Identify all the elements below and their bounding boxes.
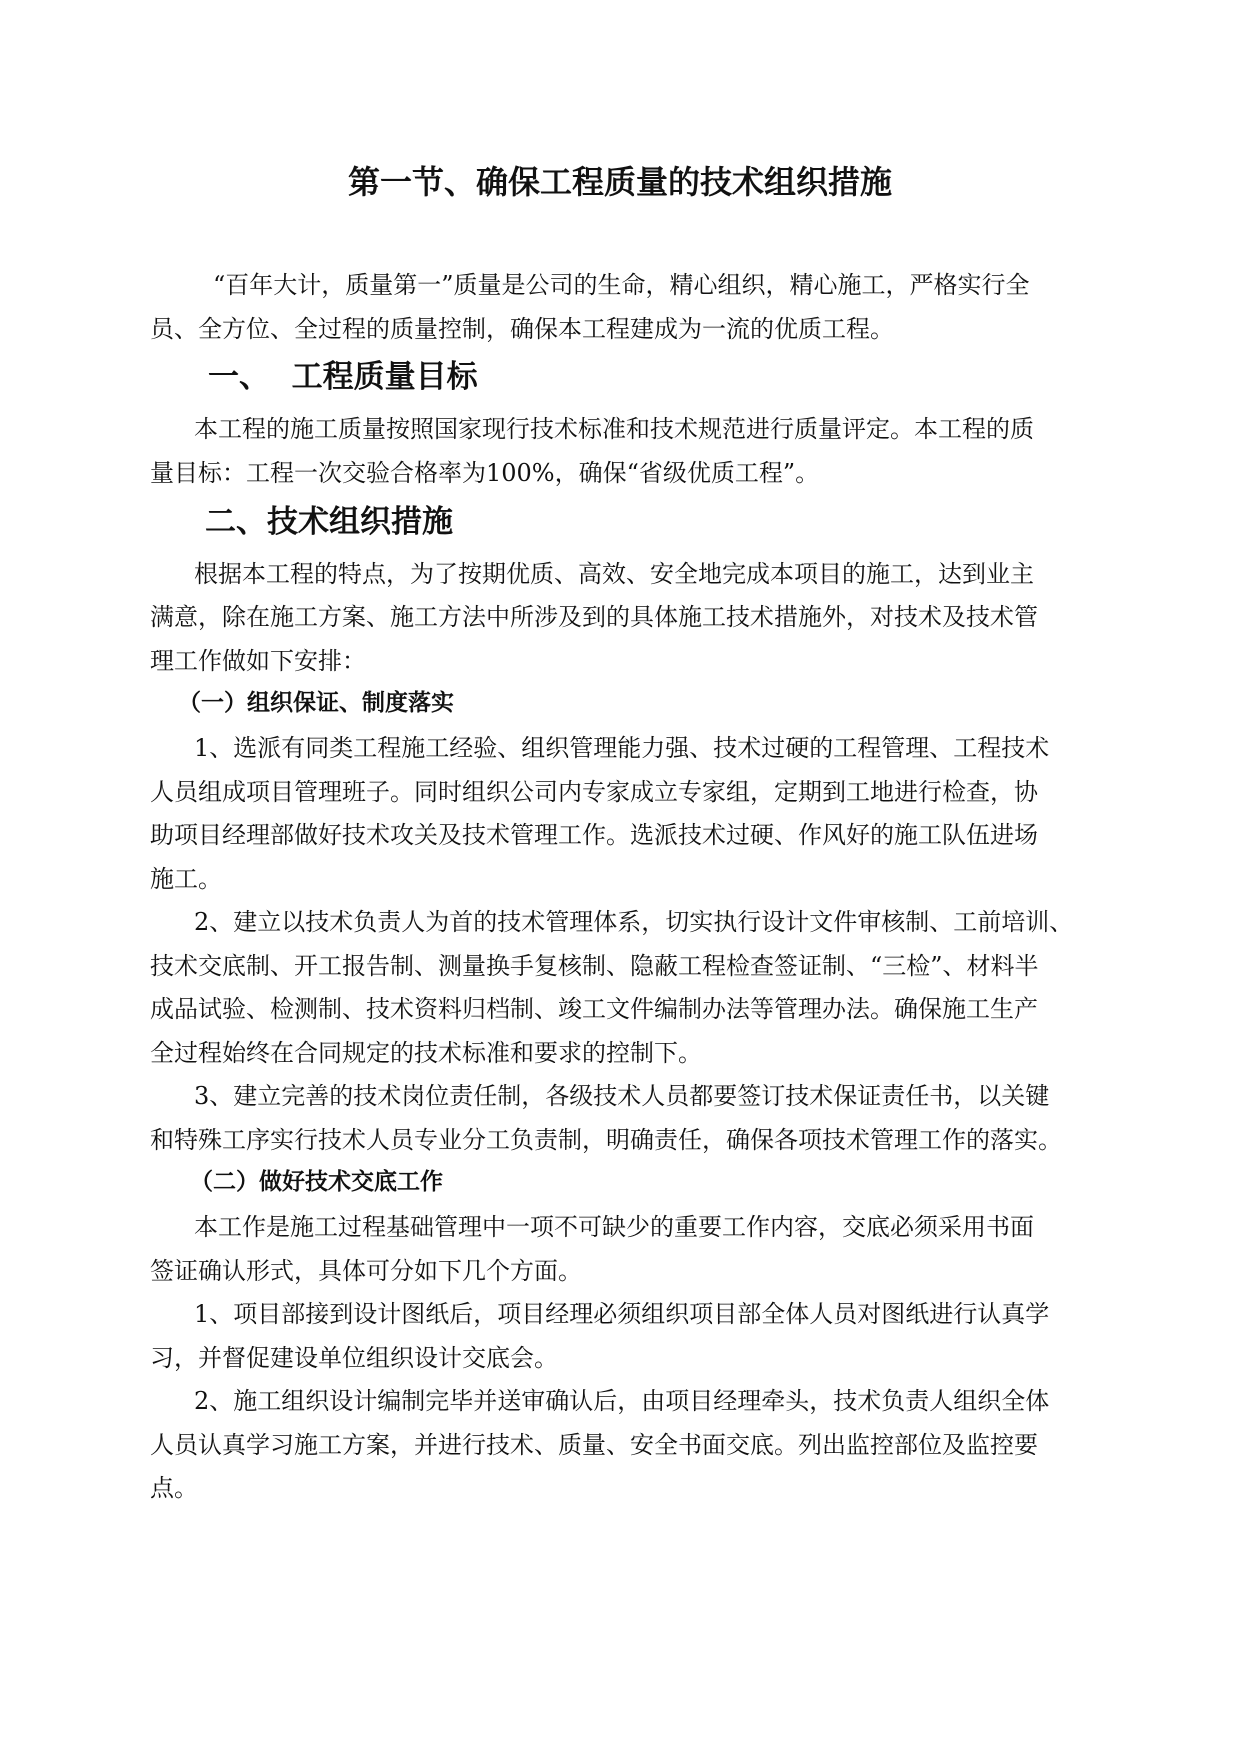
- section2-intro-line-1: 根据本工程的特点，为了按期优质、高效、安全地完成本项目的施工，达到业主: [194, 560, 1034, 588]
- sub2-item2-line-1: 2、施工组织设计编制完毕并送审确认后，由项目经理牵头，技术负责人组织全体: [194, 1387, 1050, 1415]
- sub1-item1-line-3: 助项目经理部做好技术攻关及技术管理工作。选派技术过硬、作风好的施工队伍进场: [150, 821, 1038, 849]
- sub1-item2-line-1: 2、建立以技术负责人为首的技术管理体系，切实执行设计文件审核制、工前培训、: [194, 908, 1074, 936]
- document-title: 第一节、确保工程质量的技术组织措施: [347, 163, 892, 201]
- sub2-item2-line-3: 点。: [150, 1474, 198, 1502]
- sub1-item3-line-1: 3、建立完善的技术岗位责任制，各级技术人员都要签订技术保证责任书，以关键: [194, 1082, 1050, 1110]
- sub2-item1-line-2: 习，并督促建设单位组织设计交底会。: [150, 1344, 558, 1372]
- sub1-item2-line-2: 技术交底制、开工报告制、测量换手复核制、隐蔽工程检查签证制、“三检”、材料半: [150, 952, 1039, 980]
- sub1-item2-line-4: 全过程始终在合同规定的技术标准和要求的控制下。: [150, 1039, 702, 1067]
- sub2-item1-line-1: 1、项目部接到设计图纸后，项目经理必须组织项目部全体人员对图纸进行认真学: [194, 1300, 1050, 1328]
- sub2-intro-line-2: 签证确认形式，具体可分如下几个方面。: [150, 1257, 582, 1285]
- sub1-item1-line-1: 1、选派有同类工程施工经验、组织管理能力强、技术过硬的工程管理、工程技术: [194, 734, 1050, 762]
- section2-heading: 二、技术组织措施: [205, 504, 453, 540]
- section1-line-1: 本工程的施工质量按照国家现行技术标准和技术规范进行质量评定。本工程的质: [194, 415, 1034, 443]
- intro-line-2: 员、全方位、全过程的质量控制，确保本工程建成为一流的优质工程。: [150, 315, 894, 343]
- intro-line-1: “百年大计，质量第一”质量是公司的生命，精心组织，精心施工，严格实行全: [213, 271, 1030, 299]
- section1-line-2: 量目标：工程一次交验合格率为100%，确保“省级优质工程”。: [150, 459, 820, 487]
- sub1-item3-line-2: 和特殊工序实行技术人员专业分工负责制，明确责任，确保各项技术管理工作的落实。: [150, 1126, 1062, 1154]
- section2-intro-line-2: 满意，除在施工方案、施工方法中所涉及到的具体施工技术措施外，对技术及技术管: [150, 603, 1038, 631]
- section1-heading: 一、 工程质量目标: [208, 359, 478, 395]
- subsection1-heading: （一）组织保证、制度落实: [178, 690, 454, 716]
- section2-intro-line-3: 理工作做如下安排：: [150, 647, 366, 675]
- sub2-intro-line-1: 本工作是施工过程基础管理中一项不可缺少的重要工作内容，交底必须采用书面: [194, 1213, 1034, 1241]
- sub2-item2-line-2: 人员认真学习施工方案，并进行技术、质量、安全书面交底。列出监控部位及监控要: [150, 1431, 1038, 1459]
- subsection2-heading: （二）做好技术交底工作: [190, 1169, 443, 1195]
- sub1-item2-line-3: 成品试验、检测制、技术资料归档制、竣工文件编制办法等管理办法。确保施工生产: [150, 995, 1038, 1023]
- sub1-item1-line-4: 施工。: [150, 865, 222, 893]
- sub1-item1-line-2: 人员组成项目管理班子。同时组织公司内专家成立专家组，定期到工地进行检查，协: [150, 778, 1038, 806]
